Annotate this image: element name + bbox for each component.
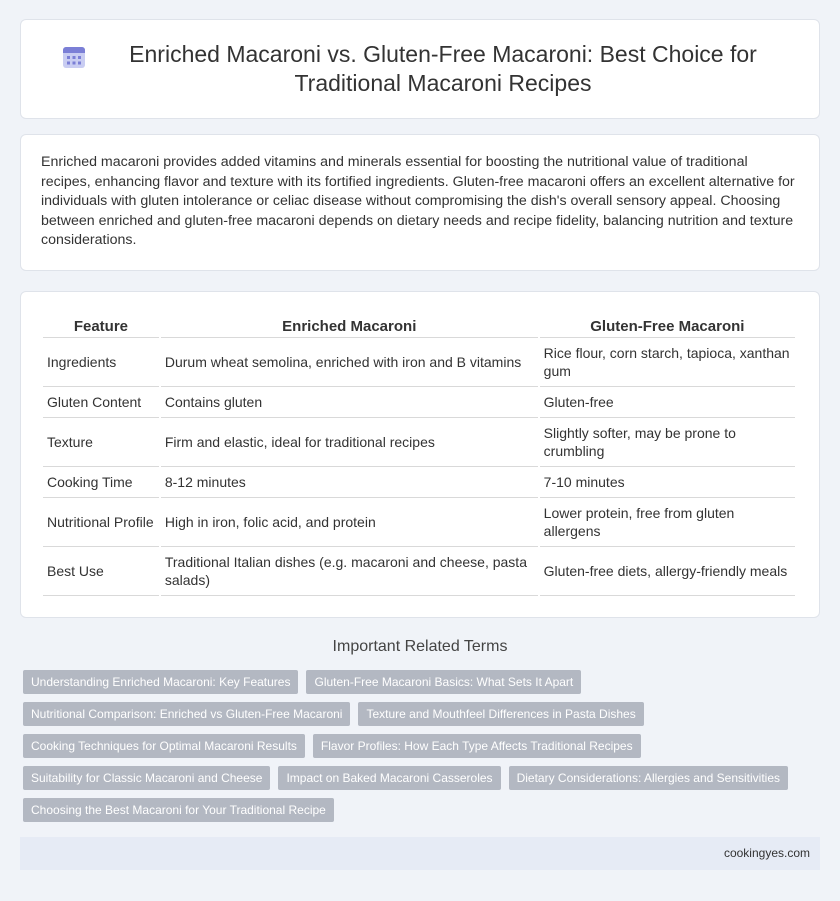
cell-gluten-free: Rice flour, corn starch, tapioca, xanthan gum [540,338,795,387]
related-tag[interactable]: Impact on Baked Macaroni Casseroles [278,766,500,790]
table-row [43,467,795,498]
related-tag[interactable]: Understanding Enriched Macaroni: Key Features [23,670,298,694]
cell-feature: Nutritional Profile [43,498,159,547]
cell-enriched: High in iron, folic acid, and protein [161,498,538,547]
related-tag[interactable]: Nutritional Comparison: Enriched vs Gluten-Free Macaroni [23,702,350,726]
related-terms-tags [23,670,813,830]
related-tag[interactable]: Texture and Mouthfeel Differences in Pasta Dishes [358,702,643,726]
table-row [43,338,795,387]
header-gluten-free: Gluten-Free Macaroni [540,312,795,338]
intro-paragraph: Enriched macaroni provides added vitamins and minerals essential for boosting the nutritional value of traditional recipes, enhancing flavor and texture with its fortified ingredients. Gluten-free macaroni offers an excellent alternative for individuals with gluten intolerance or celiac disease without compromising the dish's overall sensory appeal. Choosing between enriched and gluten-free macaroni depends on dietary needs and recipe fidelity, balancing nutrition and texture considerations. [41,154,795,249]
related-tag[interactable]: Gluten-Free Macaroni Basics: What Sets It Apart [306,670,581,694]
cell-feature: Ingredients [43,338,159,387]
related-tag[interactable]: Suitability for Classic Macaroni and Cheese [23,766,270,790]
cell-gluten-free: Gluten-free diets, allergy-friendly meals [540,547,795,596]
tag-row [23,766,813,790]
footer-site-link[interactable]: cookingyes.com [723,846,810,860]
intro-card [20,134,820,271]
related-terms-title: Important Related Terms [332,638,508,655]
cell-gluten-free: Slightly softer, may be prone to crumbling [540,418,795,467]
related-tag[interactable]: Dietary Considerations: Allergies and Sensitivities [509,766,788,790]
tag-row [23,670,813,694]
cell-feature: Cooking Time [43,467,159,498]
cell-enriched: 8-12 minutes [161,467,538,498]
table-row [43,547,795,596]
table-row [43,387,795,418]
header-feature: Feature [43,312,159,338]
cell-enriched: Firm and elastic, ideal for traditional recipes [161,418,538,467]
tag-row [23,702,813,726]
cell-enriched: Durum wheat semolina, enriched with iron and B vitamins [161,338,538,387]
cell-feature: Best Use [43,547,159,596]
title-card [20,19,820,119]
table-row [43,418,795,467]
cell-feature: Texture [43,418,159,467]
related-tag[interactable]: Flavor Profiles: How Each Type Affects Traditional Recipes [313,734,641,758]
cell-gluten-free: Lower protein, free from gluten allergens [540,498,795,547]
calendar-icon [61,44,87,70]
comparison-card [20,291,820,618]
cell-enriched: Contains gluten [161,387,538,418]
cell-gluten-free: 7-10 minutes [540,467,795,498]
tag-row [23,798,813,822]
title-wrap [61,40,779,98]
footer [20,837,820,870]
cell-gluten-free: Gluten-free [540,387,795,418]
related-tag[interactable]: Cooking Techniques for Optimal Macaroni Results [23,734,305,758]
comparison-table [41,312,797,596]
page-title: Enriched Macaroni vs. Gluten-Free Macaroni: Best Choice for Traditional Macaroni Recipes [129,41,757,96]
cell-enriched: Traditional Italian dishes (e.g. macaroni and cheese, pasta salads) [161,547,538,596]
table-header-row [43,312,795,338]
tag-row [23,734,813,758]
related-tag[interactable]: Choosing the Best Macaroni for Your Traditional Recipe [23,798,334,822]
table-row [43,498,795,547]
header-enriched: Enriched Macaroni [161,312,538,338]
cell-feature: Gluten Content [43,387,159,418]
